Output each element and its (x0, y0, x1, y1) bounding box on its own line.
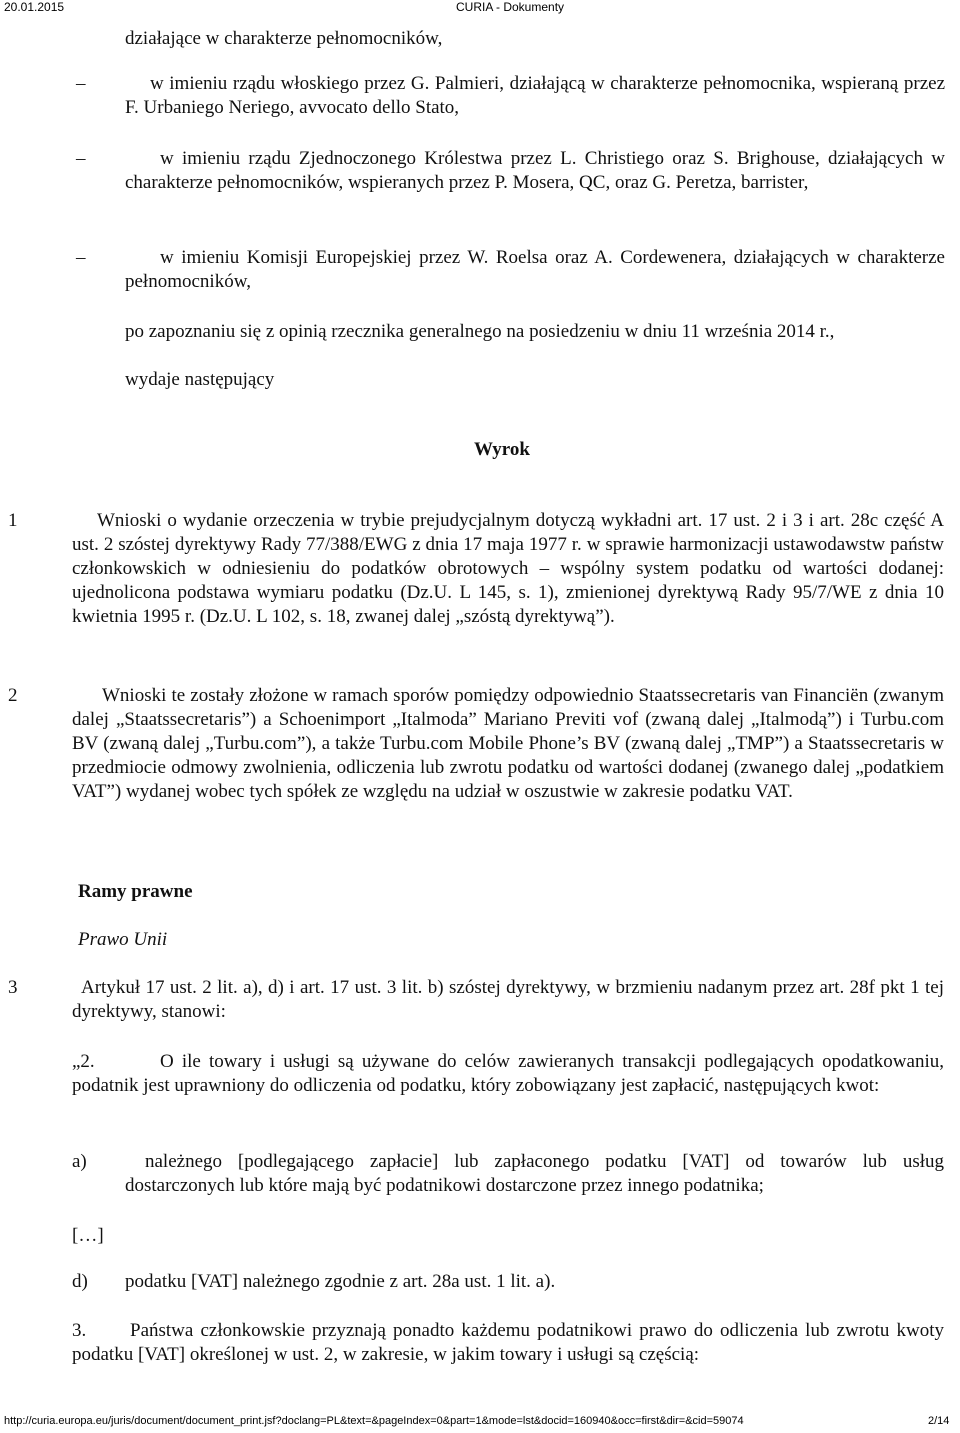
judgment-title: Wyrok (474, 439, 530, 460)
print-source: CURIA - Dokumenty (456, 0, 565, 14)
section-heading-legal-framework: Ramy prawne (78, 881, 193, 902)
paragraph-number: 3 (8, 977, 18, 998)
paragraph-2: Wnioski te zostały złożone w ramach sporów pomiędzy odpowiednio Staatssecretaris van Financiën (zwanym dalej „Staatssecretaris”) a Schoenimport „Italmoda” Mariano Previti vof (zwaną dalej „Italmodą”) i Turbu.com BV (zwaną dalej „Turbu.com”), a także Turbu.com Mobile Phone’s BV (zwaną dalej „TMP”) a Staatssecretaris w przedmiocie odmowy zwolnienia, odliczenia lub zwrotu podatku od wartości dodanej (zwanego dalej „podatkiem VAT”) wydanej wobec tych spółek ze względu na udział w oszustwie w zakresie podatku VAT. (72, 685, 944, 802)
party-italy: w imieniu rządu włoskiego przez G. Palmieri, działającą w charakterze pełnomocnika, wspieraną przez F. Urbaniego Neriego, avvocato dello Stato, (125, 73, 945, 118)
paragraph-number: 1 (8, 510, 18, 531)
quote-marker-a: a) (72, 1151, 87, 1172)
quote-marker-2: „2. (72, 1051, 95, 1072)
paragraph-number: 2 (8, 685, 18, 706)
quote-marker-3: 3. (72, 1320, 87, 1341)
list-dash: – (76, 148, 86, 169)
quote-ellipsis: […] (72, 1225, 104, 1246)
opinion-line: po zapoznaniu się z opinią rzecznika generalnego na posiedzeniu w dniu 11 września 2014 r., (125, 321, 835, 342)
subsection-heading-eu-law: Prawo Unii (78, 929, 168, 950)
quote-point-a: należnego [podlegającego zapłacie] lub zapłaconego podatku [VAT] od towarów lub usług dostarczonych lub które mają być podatnikowi dostarczone przez innego podatnika; (125, 1151, 944, 1196)
quote-para-2: O ile towary i usługi są używane do celów zawieranych transakcji podlegających opodatkowaniu, podatnik jest uprawniony do odliczenia od podatku, który zobowiązany jest zapłacić, następujących kwot: (72, 1051, 944, 1096)
party-uk: w imieniu rządu Zjednoczonego Królestwa przez L. Christiego oraz S. Brighouse, działających w charakterze pełnomocników, wspieranych przez P. Mosera, QC, oraz G. Peretza, barrister, (125, 148, 945, 193)
document-url-link[interactable]: http://curia.europa.eu/juris/document/document_print.jsf?doclang=PL&text=&pageIndex=0&part=1&mode=lst&docid=160940&occ=first&dir=&cid=59074 (4, 1415, 744, 1427)
quote-marker-d: d) (72, 1271, 88, 1292)
paragraph-3: Artykuł 17 ust. 2 lit. a), d) i art. 17 ust. 3 lit. b) szóstej dyrektywy, w brzmieniu nadanym przez art. 28f pkt 1 tej dyrektywy, stanowi: (72, 977, 944, 1022)
page-number: 2/14 (928, 1415, 950, 1427)
party-continuation: działające w charakterze pełnomocników, (125, 28, 443, 49)
print-date: 20.01.2015 (4, 0, 65, 14)
list-dash: – (76, 247, 86, 268)
quote-point-d: podatku [VAT] należnego zgodnie z art. 28a ust. 1 lit. a). (125, 1271, 556, 1292)
paragraph-1: Wnioski o wydanie orzeczenia w trybie prejudycjalnym dotyczą wykładni art. 17 ust. 2 i 3 i art. 28c część A ust. 2 szóstej dyrektywy Rady 77/388/EWG z dnia 17 maja 1977 r. w sprawie harmonizacji ustawodawstw państw członkowskich w odniesieniu do podatków obrotowych – wspólny system podatku od wartości dodanej: ujednolicona podstawa wymiaru podatku (Dz.U. L 145, s. 1), zmienionej dyrektywą Rady 95/7/WE z dnia 10 kwietnia 1995 r. (Dz.U. L 102, s. 18, zwanej dalej „szóstą dyrektywą”). (72, 510, 944, 627)
quote-para-3: Państwa członkowskie przyznają ponadto każdemu podatnikowi prawo do odliczenia lub zwrotu kwoty podatku [VAT] określonej w ust. 2, w zakresie, w jakim towary i usługi są częścią: (72, 1320, 944, 1365)
party-commission: w imieniu Komisji Europejskiej przez W. Roelsa oraz A. Cordewenera, działających w charakterze pełnomocników, (125, 247, 945, 292)
issues-line: wydaje następujący (125, 369, 275, 390)
list-dash: – (76, 73, 86, 94)
